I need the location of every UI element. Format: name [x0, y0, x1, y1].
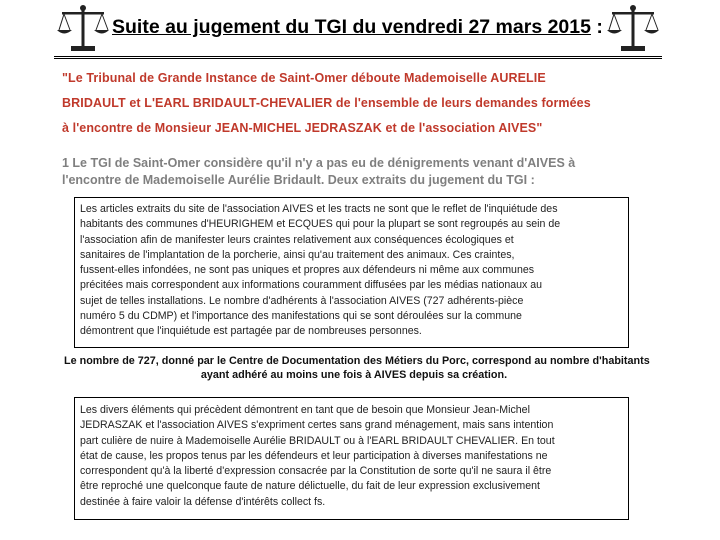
- title-text: Suite au jugement du TGI du vendredi 27 mars 2015: [112, 16, 591, 38]
- extract-line: être reproché une quelconque faute de nature délictuelle, du fait de leur expression exclusivement: [80, 480, 540, 493]
- point-line: l'encontre de Mademoiselle Aurélie Bridault. Deux extraits du jugement du TGI :: [62, 173, 535, 187]
- extract-line: numéro 5 du CDMP) et l'importance des manifestations qui se sont déroulées sur la commune: [80, 310, 522, 323]
- judgment-extract-1: [74, 197, 629, 348]
- verdict-quote: [62, 66, 662, 141]
- extract-line: correspondent qu'à la liberté d'expression consacrée par la Constitution de sorte qu'il ne saura il être: [80, 465, 552, 478]
- scales-of-justice-icon: [606, 4, 660, 54]
- extract-line: sanitaires de l'implantation de la porcherie, ainsi qu'au traitement des animaux. Ces craintes,: [80, 248, 515, 261]
- extract-line: Les divers éléments qui précèdent démontrent en tant que de besoin que Monsieur Jean-Michel: [80, 404, 530, 416]
- judgment-extract-2: [74, 397, 629, 520]
- extract-line: destinée à faire valoir la défense d'intérêts collect fs.: [80, 495, 326, 508]
- extract-line: sujet de telles installations. Le nombre d'adhérents à l'association AIVES (727 adhérents-pièce: [80, 294, 524, 307]
- page-header: [54, 4, 662, 59]
- extract-line: précitées mais correspondent aux informations couramment diffusées par les médias nationaux au: [80, 279, 543, 292]
- page-title: [112, 16, 612, 39]
- point-line: 1 Le TGI de Saint-Omer considère qu'il n'y a pas eu de dénigrements venant d'AIVES à: [62, 156, 576, 170]
- extract-line: part culière de nuire à Mademoiselle Aurélie BRIDAULT ou à l'EARL BRIDAULT CHEVALIER. En tout: [80, 434, 555, 447]
- extract-line: état de cause, les propos tenus par les défendeurs et leur participation à diverses manifestations ne: [80, 449, 548, 462]
- extract-line: l'association afin de manifester leurs craintes relativement aux conséquences écologiques et: [80, 233, 514, 246]
- extract-line: habitants des communes d'HEURIGHEM et ECQUES qui pour la plupart se sont regroupés au sein de: [80, 218, 561, 231]
- extract-line: Les articles extraits du site de l'association AIVES et les tracts ne sont que le reflet de l'inquiétude des: [80, 203, 558, 215]
- extract-line: JEDRASZAK et l'association AIVES s'expriment certes sans grand ménagement, mais sans intention: [80, 419, 554, 432]
- extract-line: fussent-elles infondées, ne sont pas uniques et propres aux défendeurs ni même aux communes: [80, 264, 535, 277]
- scales-of-justice-icon: [56, 4, 110, 54]
- quote-line: à l'encontre de Monsieur JEAN-MICHEL JEDRASZAK et de l'association AIVES": [62, 121, 543, 135]
- point-1-heading: [62, 155, 662, 189]
- quote-line: "Le Tribunal de Grande Instance de Saint-Omer déboute Mademoiselle AURELIE: [62, 71, 546, 85]
- extract-line: démontrent que l'inquiétude est partagée par de nombreuses personnes.: [80, 325, 422, 338]
- caption-line: ayant adhéré au moins une fois à AIVES depuis sa création.: [200, 369, 508, 381]
- extract-caption: [64, 354, 650, 382]
- title-suffix: :: [590, 16, 603, 38]
- caption-line: Le nombre de 727, donné par le Centre de Documentation des Métiers du Porc, correspond au nombre d'habitants: [64, 355, 650, 367]
- quote-line: BRIDAULT et L'EARL BRIDAULT-CHEVALIER de l'ensemble de leurs demandes formées: [62, 96, 591, 110]
